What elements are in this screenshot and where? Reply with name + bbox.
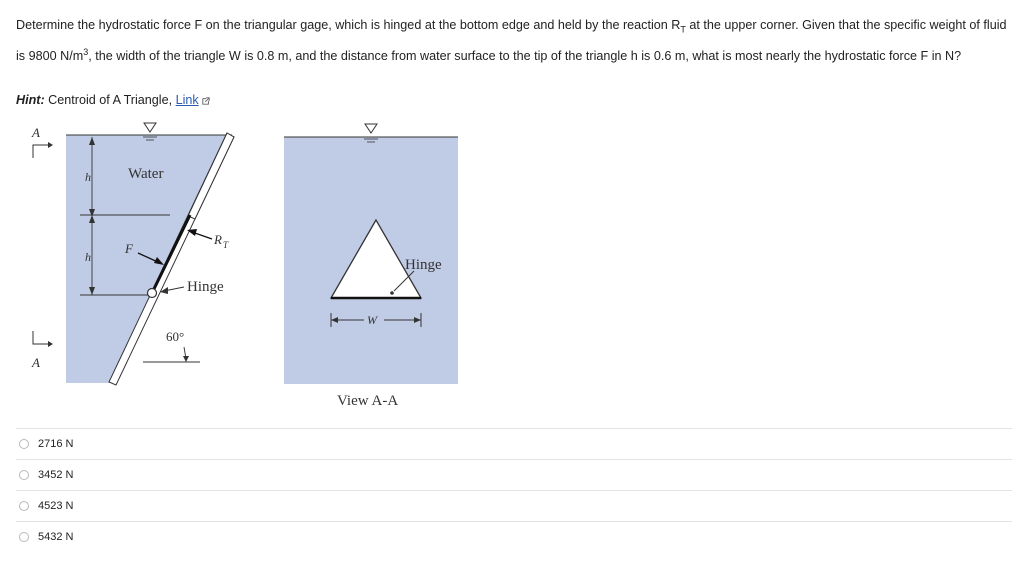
hint-line xyxy=(16,90,210,110)
question-text xyxy=(16,14,1012,67)
option-4[interactable] xyxy=(16,521,1012,552)
hint-text: Centroid of A Triangle, xyxy=(44,93,176,107)
radio-button[interactable] xyxy=(19,470,29,480)
label-hinge-left: Hinge xyxy=(187,279,224,295)
option-label: 5432 N xyxy=(38,531,74,543)
option-label: 2716 N xyxy=(38,438,74,450)
question-subscript-t: T xyxy=(680,24,686,35)
option-1[interactable] xyxy=(16,428,1012,459)
answer-options xyxy=(16,428,1012,552)
label-a-bottom: A xyxy=(32,355,40,370)
hinge-point xyxy=(148,289,157,298)
external-link-icon[interactable] xyxy=(202,97,210,105)
water-surface-marker-left xyxy=(144,123,156,132)
question-part-2: at the upper corner. Given that the specific weight of fluid is 9800 N/m xyxy=(16,18,1007,63)
label-r-subscript: T xyxy=(223,240,229,250)
question-part-3: , the width of the triangle W is 0.8 m, and the distance from water surface to the tip of the triangle h is 0.6 m, what is most nearly the hydrostatic force F in N? xyxy=(88,48,962,63)
radio-button[interactable] xyxy=(19,532,29,542)
label-w: W xyxy=(367,313,377,327)
question-superscript-3: 3 xyxy=(83,46,89,57)
label-h-upper: h xyxy=(85,170,91,184)
label-h-lower: h xyxy=(85,250,91,264)
label-r: R xyxy=(214,232,222,247)
question-part-1: Determine the hydrostatic force F on the triangular gage, which is hinged at the bottom edge and held by the reaction R xyxy=(16,18,681,32)
option-2[interactable] xyxy=(16,459,1012,490)
label-f: F xyxy=(125,241,133,256)
option-label: 3452 N xyxy=(38,469,74,481)
radio-button[interactable] xyxy=(19,501,29,511)
gage-figure xyxy=(0,115,520,415)
label-water: Water xyxy=(128,166,164,182)
label-view: View A-A xyxy=(337,393,399,409)
radio-button[interactable] xyxy=(19,439,29,449)
gage-diagram xyxy=(0,115,520,415)
label-hinge-right: Hinge xyxy=(405,257,442,273)
water-surface-marker-right xyxy=(365,124,377,133)
label-a-top: A xyxy=(32,125,40,140)
centroid-link[interactable]: Link xyxy=(175,93,199,107)
option-3[interactable] xyxy=(16,490,1012,521)
label-angle: 60° xyxy=(166,329,185,344)
hint-label: Hint: xyxy=(16,93,45,107)
option-label: 4523 N xyxy=(38,500,74,512)
